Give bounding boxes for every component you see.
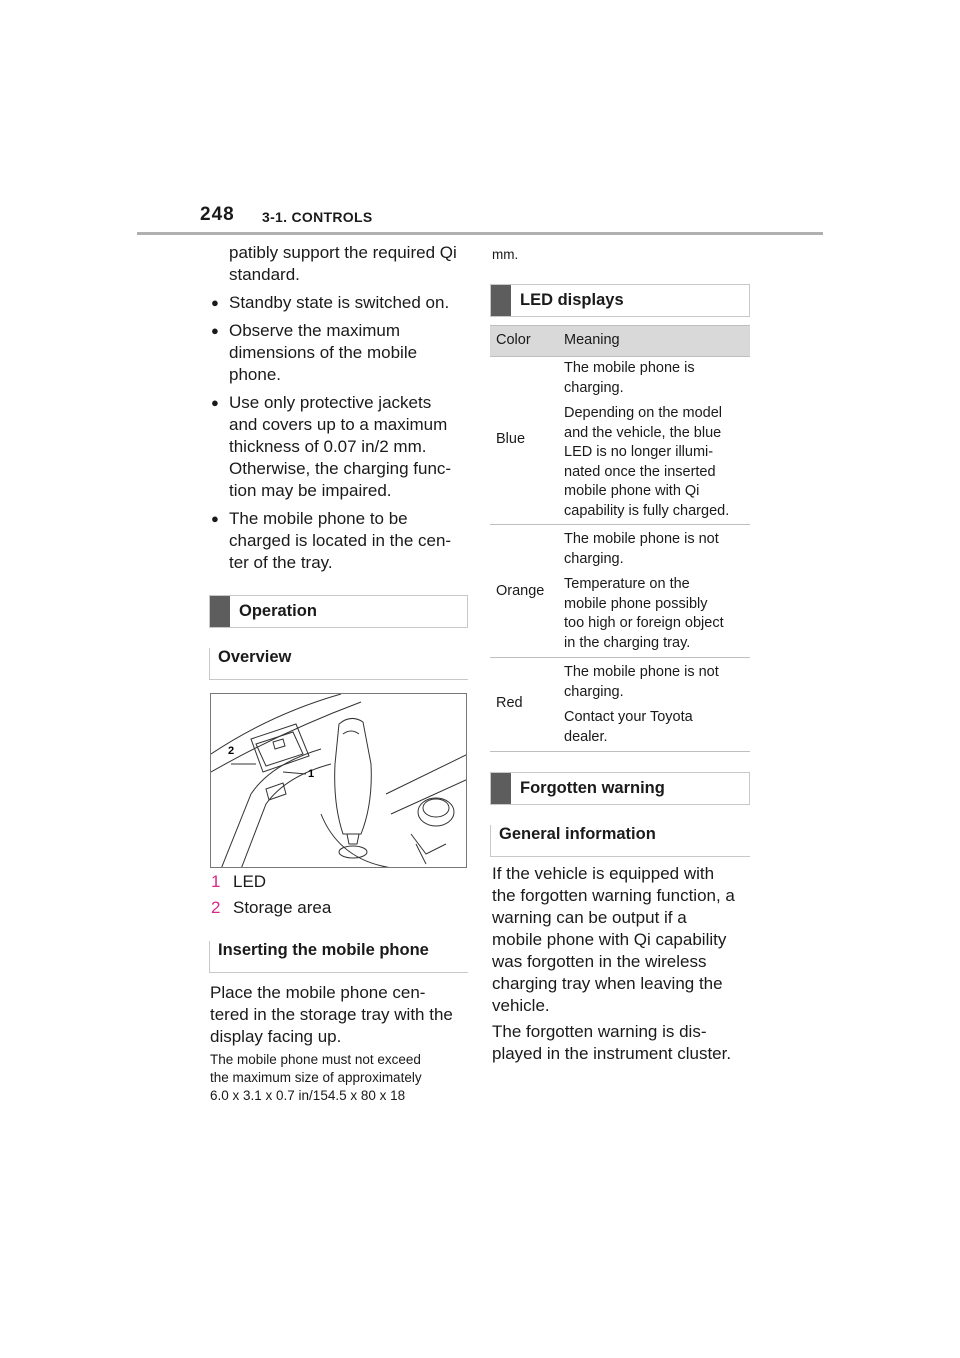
page-number: 248 xyxy=(200,204,235,225)
bullet-icon: ● xyxy=(211,395,219,410)
text-line: mobile phone possibly xyxy=(564,595,708,612)
table-header xyxy=(490,325,750,357)
text-line: capability is fully charged. xyxy=(564,502,730,519)
forgotten-heading-box xyxy=(490,772,750,805)
size-note-continued: mm. xyxy=(492,247,519,262)
text-line: Use only protective jackets xyxy=(229,393,432,412)
bullet-item-4 xyxy=(211,508,452,574)
text-line: mobile phone with Qi capability xyxy=(492,930,727,949)
text-line: vehicle. xyxy=(492,996,550,1015)
forgotten-paragraph-1 xyxy=(492,863,735,1017)
bullet-icon: ● xyxy=(211,323,219,338)
table-bottom-rule xyxy=(490,751,750,752)
inserting-heading-box xyxy=(209,941,468,973)
callout-2: 2 xyxy=(228,745,235,757)
size-note xyxy=(210,1051,422,1105)
text-line: charging. xyxy=(564,550,624,567)
text-line: Standby state is switched on. xyxy=(229,293,450,312)
callout-1: 1 xyxy=(308,768,315,780)
legend-label: LED xyxy=(233,872,267,891)
text-line: dimensions of the mobile xyxy=(229,343,418,362)
text-line: LED is no longer illumi- xyxy=(564,444,714,460)
legend-number: 1 xyxy=(211,872,221,891)
col-header-color: Color xyxy=(496,332,531,348)
col-header-meaning: Meaning xyxy=(564,332,620,348)
text-line: the forgotten warning function, a xyxy=(492,886,735,905)
text-line: tered in the storage tray with the xyxy=(210,1005,453,1024)
text-line: The mobile phone to be xyxy=(229,509,408,528)
text-line: The mobile phone is not xyxy=(564,531,719,547)
heading-bar xyxy=(491,773,511,804)
text-line: Place the mobile phone cen- xyxy=(210,983,426,1002)
text-line: The forgotten warning is dis- xyxy=(492,1022,707,1041)
general-heading-box xyxy=(490,825,750,857)
text-line: Depending on the model xyxy=(564,405,723,421)
table-row-divider xyxy=(490,657,750,658)
text-line: The mobile phone must not exceed xyxy=(210,1052,421,1067)
bullet-item-2 xyxy=(211,320,418,386)
inserting-heading: Inserting the mobile phone xyxy=(218,941,429,959)
text-line: charging tray when leaving the xyxy=(492,974,723,993)
text-line: too high or foreign object xyxy=(564,615,724,631)
text-line: Observe the maximum xyxy=(229,321,400,340)
text-line: display facing up. xyxy=(210,1027,342,1046)
operation-heading: Operation xyxy=(239,602,317,620)
heading-bar xyxy=(491,285,511,316)
text-line: and covers up to a maximum xyxy=(229,415,448,434)
led-heading-box xyxy=(490,284,750,317)
table-row-divider xyxy=(490,524,750,525)
text-line: patibly support the required Qi xyxy=(229,243,457,262)
bullet-icon: ● xyxy=(211,511,219,526)
text-line: charging. xyxy=(564,379,624,396)
row-color-blue: Blue xyxy=(496,431,526,447)
text-line: ter of the tray. xyxy=(229,553,333,572)
text-line: phone. xyxy=(229,365,281,384)
overview-heading-box xyxy=(209,648,468,680)
text-line: charging. xyxy=(564,683,624,700)
section-title: 3-1. CONTROLS xyxy=(262,209,373,225)
row-color-red: Red xyxy=(496,695,523,711)
continued-text xyxy=(229,242,457,286)
tray-line-drawing xyxy=(211,694,467,868)
text-line: 6.0 x 3.1 x 0.7 in/154.5 x 80 x 18 xyxy=(210,1088,406,1103)
text-line: charged is located in the cen- xyxy=(229,531,452,550)
text-line: The mobile phone is xyxy=(564,360,695,376)
legend-number: 2 xyxy=(211,898,221,917)
text-line: and the vehicle, the blue xyxy=(564,424,722,441)
text-line: warning can be output if a xyxy=(492,908,687,927)
general-heading: General information xyxy=(499,825,656,843)
heading-bar xyxy=(210,596,230,627)
led-heading: LED displays xyxy=(520,291,624,309)
legend-item-1 xyxy=(211,871,266,893)
text-line: Temperature on the xyxy=(564,576,690,592)
forgotten-paragraph-2 xyxy=(492,1021,731,1065)
text-line: played in the instrument cluster. xyxy=(492,1044,732,1063)
text-line: dealer. xyxy=(564,728,608,745)
text-line: in the charging tray. xyxy=(564,634,691,651)
text-line: Otherwise, the charging func- xyxy=(229,459,452,478)
row-meaning-orange xyxy=(564,530,752,653)
text-line: was forgotten in the wireless xyxy=(492,952,707,971)
text-line: The mobile phone is not xyxy=(564,664,719,680)
row-meaning-red xyxy=(564,663,752,747)
row-meaning-blue xyxy=(564,359,752,521)
row-color-orange: Orange xyxy=(496,583,545,599)
text-line: nated once the inserted xyxy=(564,463,716,480)
header-rule xyxy=(137,232,823,235)
text-line: thickness of 0.07 in/2 mm. xyxy=(229,437,427,456)
bullet-icon: ● xyxy=(211,295,219,310)
legend-item-2 xyxy=(211,897,331,919)
legend-label: Storage area xyxy=(233,898,332,917)
overview-heading: Overview xyxy=(218,648,292,666)
bullet-item-3 xyxy=(211,392,452,502)
text-line: standard. xyxy=(229,265,300,284)
bullet-item-1 xyxy=(211,292,450,314)
text-line: the maximum size of approximately xyxy=(210,1070,422,1085)
text-line: If the vehicle is equipped with xyxy=(492,864,715,883)
forgotten-heading: Forgotten warning xyxy=(520,779,665,797)
text-line: tion may be impaired. xyxy=(229,481,392,500)
text-line: Contact your Toyota xyxy=(564,709,693,725)
wireless-charging-tray-illustration xyxy=(210,693,467,868)
operation-heading-box xyxy=(209,595,468,628)
text-line: mobile phone with Qi xyxy=(564,483,700,499)
place-paragraph xyxy=(210,982,453,1048)
